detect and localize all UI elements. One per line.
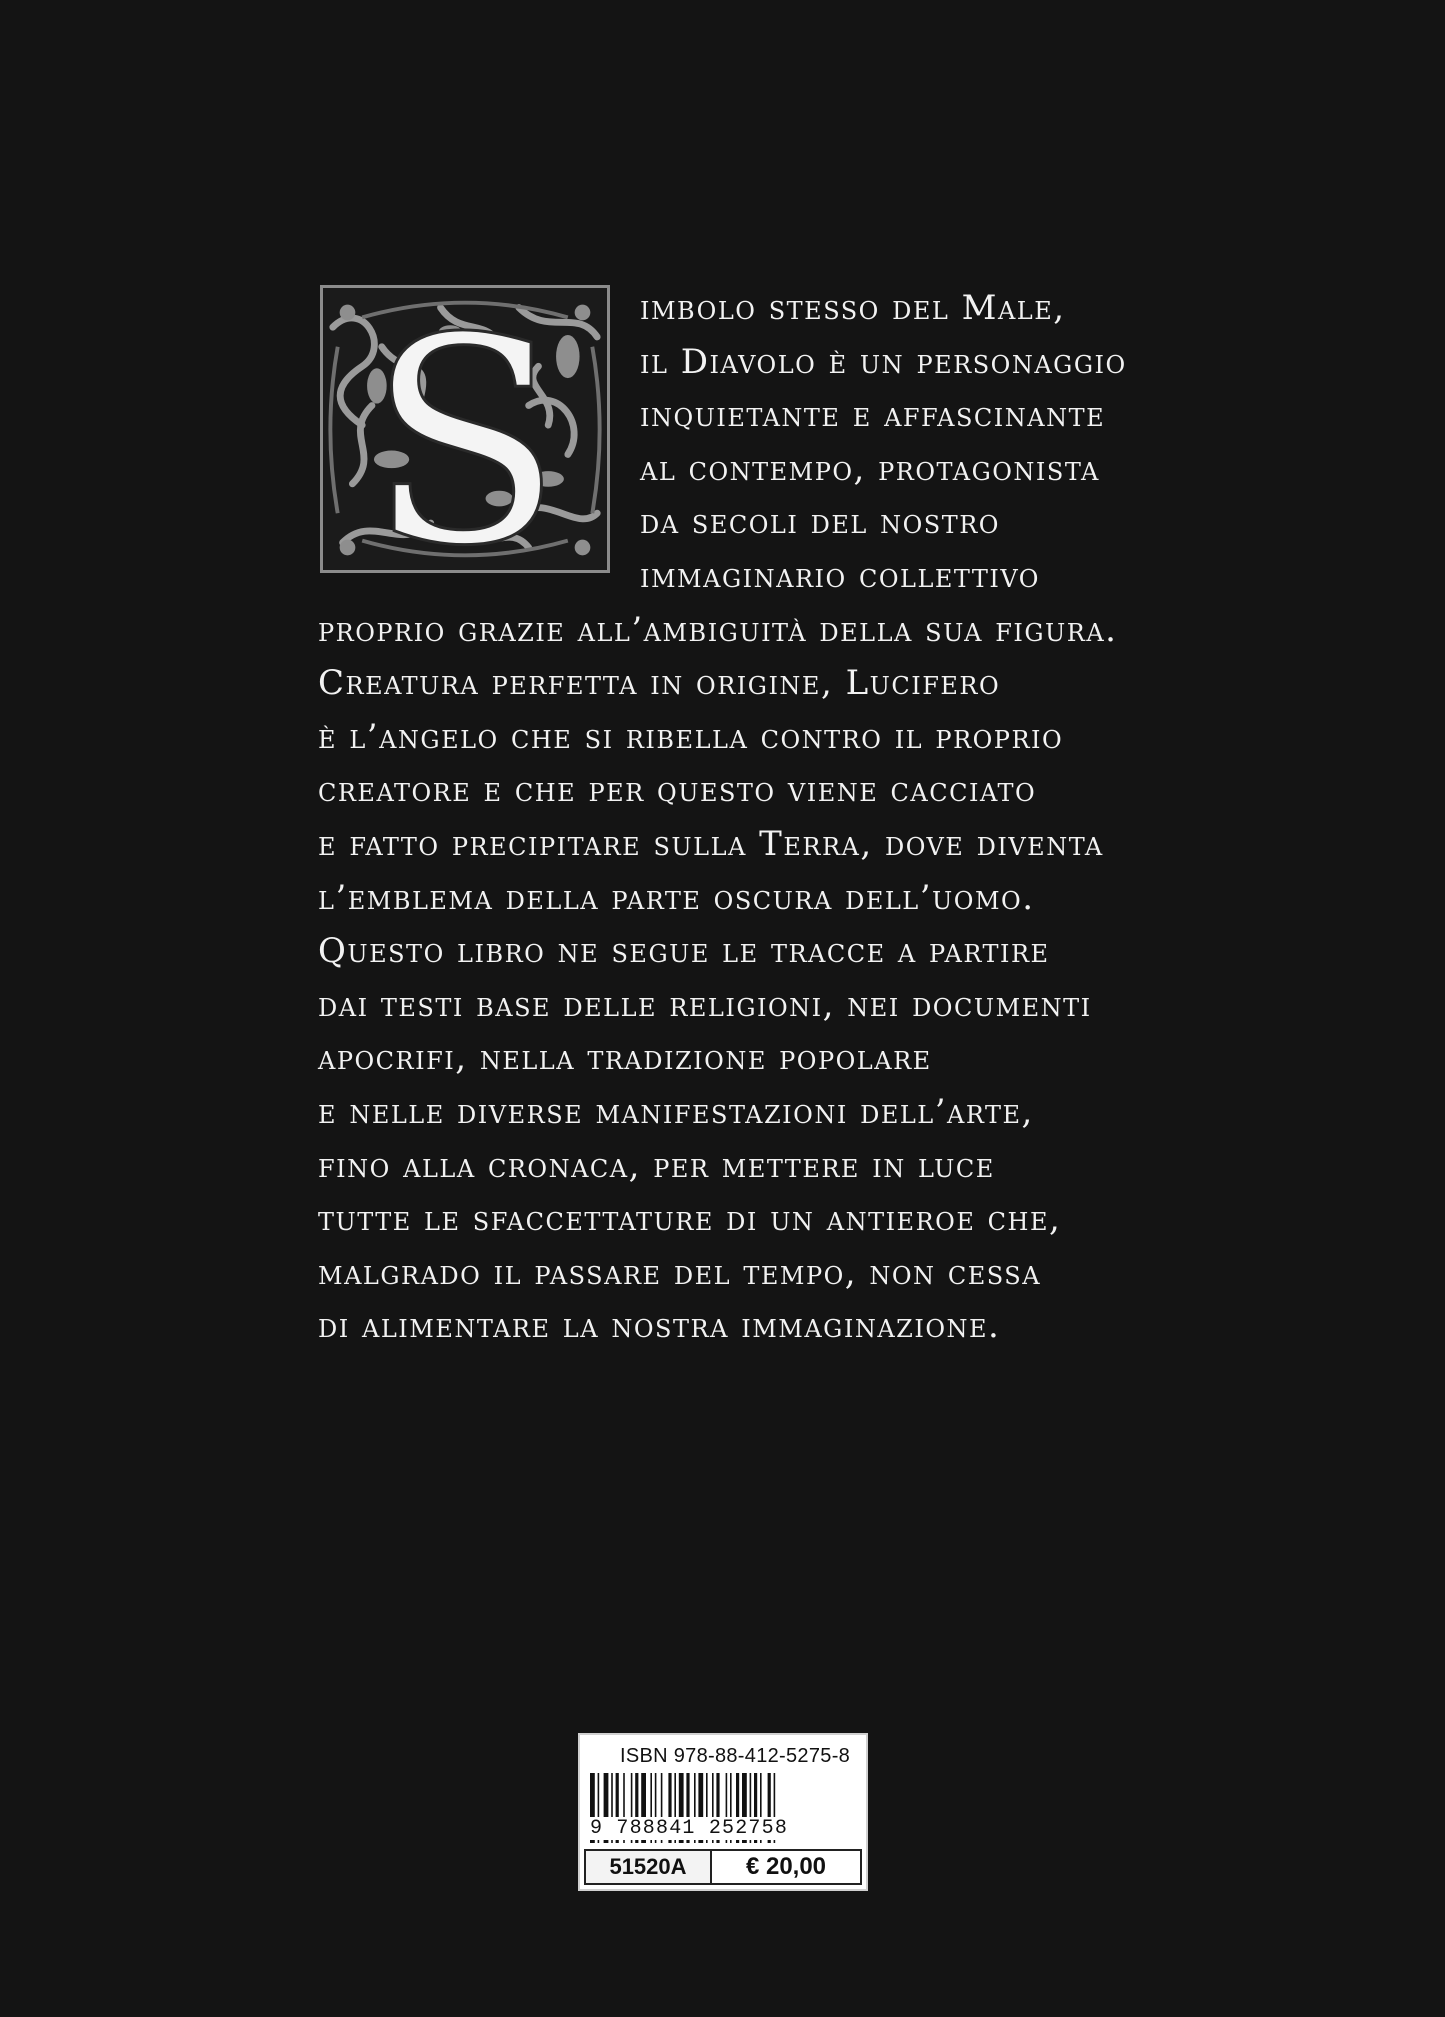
blurb-line: inquietante e affascinante <box>640 395 1106 436</box>
blurb-line: e fatto precipitare sulla Terra, dove diventa <box>318 823 1104 864</box>
blurb-line: malgrado il passare del tempo, non cessa <box>318 1252 1042 1293</box>
blurb-line: tutte le sfaccettature di un antieroe che, <box>318 1199 1062 1240</box>
price: € 20,00 <box>712 1849 862 1885</box>
blurb-line: dai testi base delle religioni, nei documenti <box>318 984 1092 1025</box>
barcode-label <box>578 1733 868 1891</box>
blurb-line: Questo libro ne segue le tracce a partire <box>318 931 1050 972</box>
barcode-digits: 9 788841 252758 <box>586 1817 864 1840</box>
isbn-number: ISBN 978-88-412-5275-8 <box>620 1745 851 1767</box>
blurb-line: fino alla cronaca, per mettere in luce <box>318 1145 995 1186</box>
product-code: 51520A <box>584 1849 712 1885</box>
blurb-line: l’emblema della parte oscura dell’uomo. <box>318 877 1035 918</box>
drop-cap-letter: S <box>367 288 563 570</box>
blurb-line: il Diavolo è un personaggio <box>640 341 1127 382</box>
blurb-line: immaginario collettivo <box>640 555 1040 596</box>
back-cover-blurb <box>318 282 1138 1354</box>
blurb-line: è l’angelo che si ribella contro il proprio <box>318 716 1064 757</box>
blurb-line: da secoli del nostro <box>640 502 1000 543</box>
blurb-line: imbolo stesso del Male, <box>640 288 1066 328</box>
blurb-line: apocrifi, nella tradizione popolare <box>318 1038 932 1079</box>
price-row <box>584 1849 862 1885</box>
blurb-line: e nelle diverse manifestazioni dell’arte, <box>318 1091 1034 1132</box>
blurb-line: di alimentare la nostra immaginazione. <box>318 1306 1001 1347</box>
blurb-line: al contempo, protagonista <box>640 448 1100 489</box>
blurb-line: Creatura perfetta in origine, Lucifero <box>318 663 1001 704</box>
blurb-line: creatore e che per questo viene cacciato <box>318 770 1037 811</box>
blurb-line: proprio grazie all’ambiguità della sua figura. <box>318 609 1118 650</box>
